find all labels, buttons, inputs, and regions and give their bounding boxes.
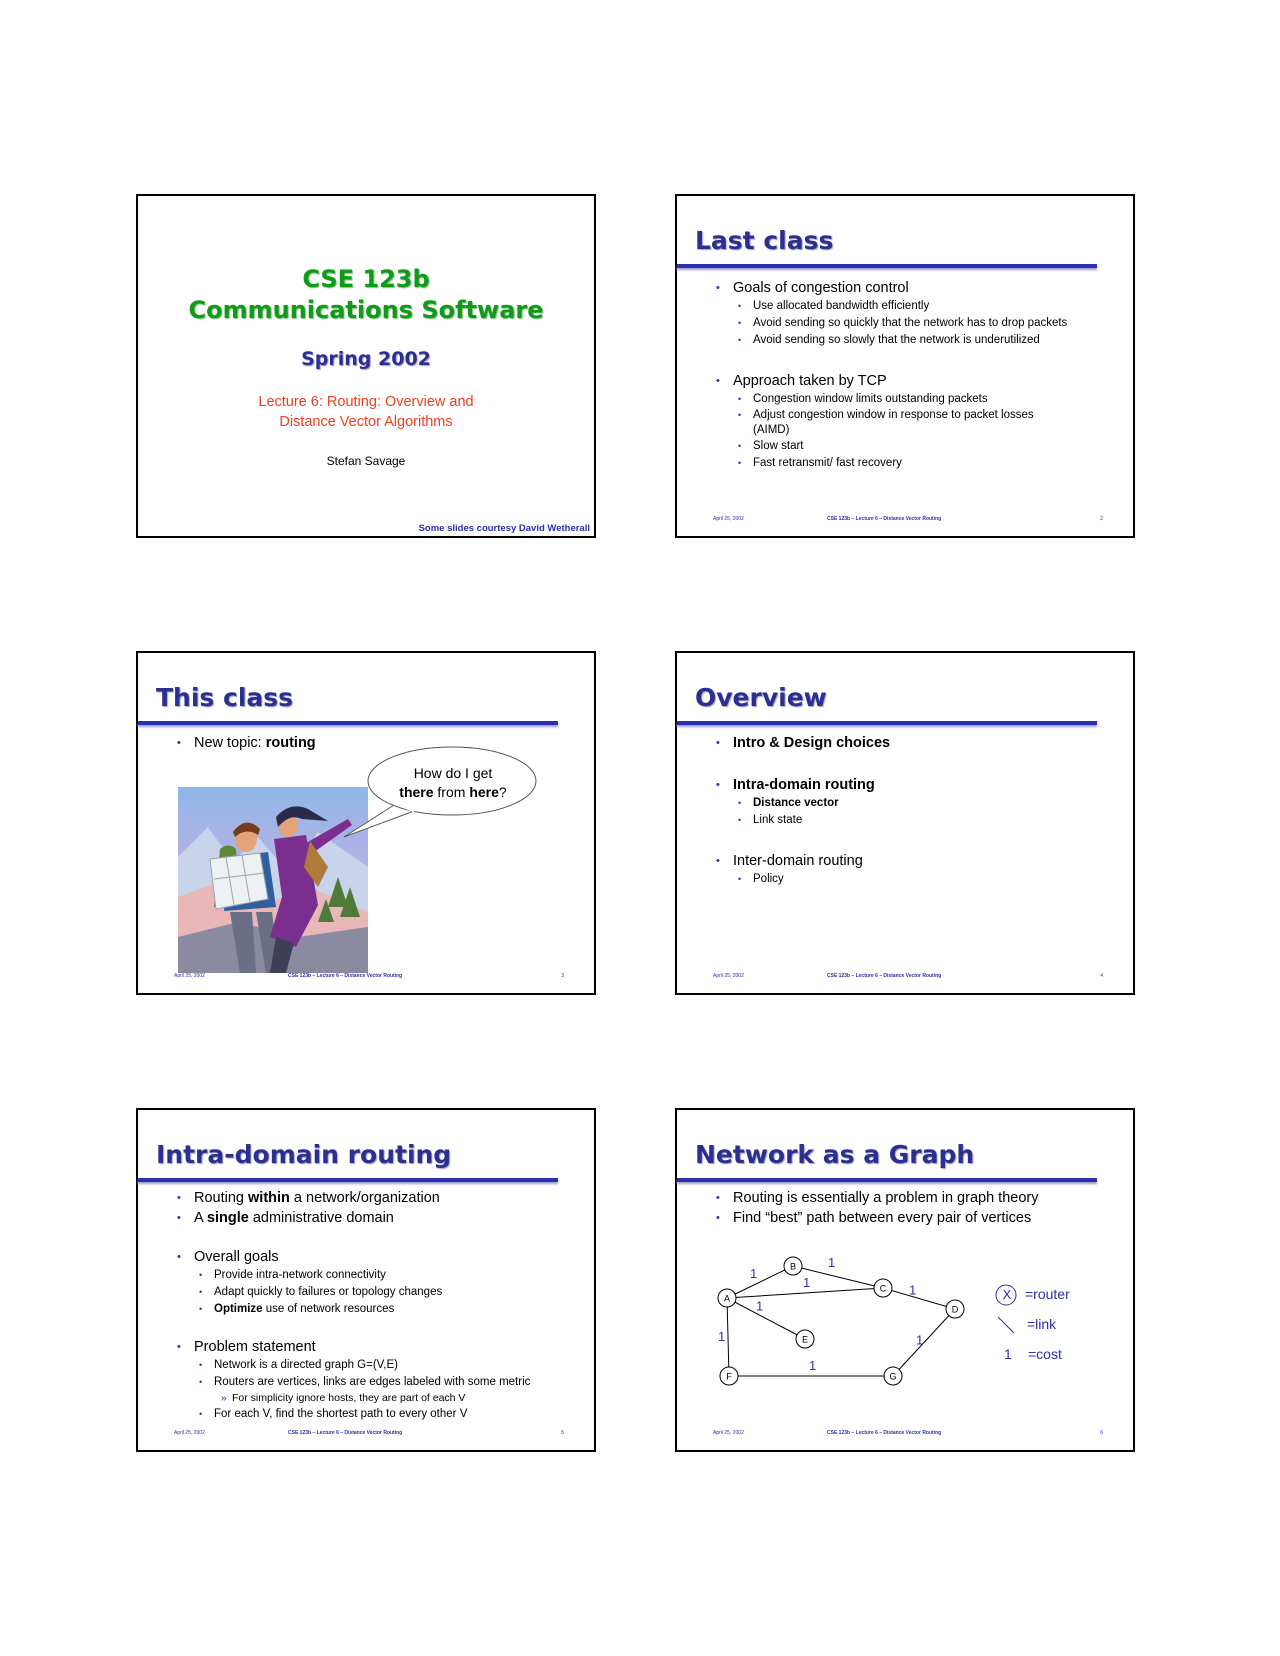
bullet-bold-text: single: [206, 1210, 249, 1226]
footer-page-number: 4: [1100, 973, 1103, 979]
slide-6: [675, 1108, 1135, 1452]
footer-page-number: 3: [561, 973, 564, 979]
sub-bullet: • For each V, find the shortest path to every other V: [138, 1406, 594, 1423]
slide-title: Last class: [695, 226, 834, 255]
speech-bubble-line: How do I get: [413, 765, 493, 781]
link-G-D: [893, 1309, 955, 1376]
sub-bullet-text: use of network resources: [262, 1303, 395, 1315]
speech-text: ?: [498, 784, 507, 800]
emphasis-here: here: [469, 784, 499, 800]
lecture-title-line: Lecture 6: Routing: Overview and: [258, 394, 474, 410]
footer-course: CSE 123b – Lecture 6 – Distance Vector Routing: [288, 1430, 403, 1436]
sub-bullet: [677, 795, 1133, 812]
sub-bullet-bold-text: Optimize: [214, 1303, 263, 1315]
spacer: [677, 349, 1133, 371]
sub-bullet: • Policy: [677, 871, 1133, 888]
sub-bullet: • Avoid sending so quickly that the network has to drop packets: [677, 315, 1133, 332]
footer-date: April 25, 2002: [713, 973, 744, 979]
emphasis-there: there: [399, 784, 434, 800]
link-A-B: [727, 1266, 793, 1298]
bullet-text: Intro & Design choices: [733, 735, 891, 751]
sub-bullet: • Avoid sending so slowly that the network is underutilized: [677, 332, 1133, 349]
bullet: • Goals of congestion control: [677, 278, 1133, 298]
footer-course: CSE 123b – Lecture 6 – Distance Vector Routing: [827, 973, 942, 979]
bullet: [138, 1208, 594, 1228]
router-label-E: E: [801, 1334, 809, 1345]
link-legend-label: =link: [1027, 1316, 1057, 1332]
bullet-bold-text: within: [248, 1190, 290, 1206]
title-rule: [677, 1178, 1097, 1182]
speech-bubble-text: [368, 764, 538, 802]
courtesy-note: Some slides courtesy David Wetherall: [418, 523, 590, 534]
bullet: • Routing is essentially a problem in graph theory: [677, 1188, 1133, 1208]
link-A-F: [727, 1298, 729, 1376]
sub-bullet: • Provide intra-network connectivity: [138, 1267, 594, 1284]
slide-1: [136, 194, 596, 538]
slide-title: Network as a Graph: [695, 1140, 975, 1169]
slide-5: [136, 1108, 596, 1452]
author: Stefan Savage: [326, 454, 406, 468]
slide-title: Overview: [695, 683, 827, 712]
router-legend-label: =router: [1025, 1286, 1070, 1302]
sub-bullet: • Routers are vertices, links are edges labeled with some metric: [138, 1374, 594, 1391]
sub-bullet: • Fast retransmit/ fast recovery: [677, 455, 1133, 472]
footer-page-number: 2: [1100, 516, 1103, 522]
course-title: [138, 264, 594, 326]
bullet: [677, 733, 1133, 753]
router-legend-symbol: X: [1002, 1287, 1012, 1302]
footer-date: April 25, 2002: [713, 1430, 744, 1436]
footer-date: April 25, 2002: [174, 973, 205, 979]
cost-legend-label: =cost: [1028, 1346, 1062, 1362]
cost-label-C-D: 1: [909, 1282, 917, 1298]
bullet: • Inter-domain routing: [677, 851, 1133, 871]
bullet-text: administrative domain: [248, 1210, 394, 1226]
bullet-text: New topic:: [194, 735, 266, 751]
cost-legend-symbol: 1: [1004, 1346, 1012, 1362]
bullet-text: Routing: [194, 1190, 249, 1206]
cost-label-F-G: 1: [809, 1358, 817, 1373]
course-name: Communications Software: [188, 296, 544, 324]
title-rule: [138, 1178, 558, 1182]
spacer: [138, 1318, 594, 1337]
title-rule: [138, 721, 558, 725]
sub-bullet: • Link state: [677, 812, 1133, 829]
footer-page-number: 5: [561, 1430, 564, 1436]
bullet: • Problem statement: [138, 1337, 594, 1357]
router-label-C: C: [879, 1283, 887, 1294]
bullet: • Approach taken by TCP: [677, 371, 1133, 391]
cost-label-G-D: 1: [916, 1332, 924, 1348]
sub-bullet: • Congestion window limits outstanding packets: [677, 391, 1133, 408]
sub-bullet: • Slow start: [677, 438, 1133, 455]
sub-bullet-text: (AIMD): [753, 424, 790, 436]
course-code: CSE 123b: [302, 265, 430, 293]
router-label-B: B: [789, 1261, 797, 1272]
title-rule: [677, 264, 1097, 268]
slide-4: [675, 651, 1135, 995]
footer-course: CSE 123b – Lecture 6 – Distance Vector Routing: [827, 1430, 942, 1436]
footer-date: April 25, 2002: [713, 516, 744, 522]
slide-2: [675, 194, 1135, 538]
bullet-text: Intra-domain routing: [733, 777, 875, 793]
router-label-G: G: [889, 1371, 897, 1382]
slide-3: [136, 651, 596, 995]
bullet-text: a network/organization: [289, 1190, 440, 1206]
slide-title: Intra-domain routing: [156, 1140, 452, 1169]
footer-date: April 25, 2002: [174, 1430, 205, 1436]
sub-bullet: [677, 408, 1133, 438]
bullet: [677, 775, 1133, 795]
bullet-bold-text: routing: [265, 735, 316, 751]
cost-label-A-E: 1: [756, 1298, 764, 1314]
sub-bullet: [138, 1301, 594, 1318]
bullet: • Find “best” path between every pair of vertices: [677, 1208, 1133, 1228]
spacer: [138, 1228, 594, 1247]
sub-bullet: • Adapt quickly to failures or topology changes: [138, 1284, 594, 1301]
bullet-list: [677, 278, 1133, 472]
bullet-text: A: [194, 1210, 207, 1226]
bullet: [138, 1188, 594, 1208]
footer-page-number: 6: [1100, 1430, 1103, 1436]
footer-course: CSE 123b – Lecture 6 – Distance Vector Routing: [827, 516, 942, 522]
sub-bullet-text: Adjust congestion window in response to packet losses: [753, 409, 1034, 421]
cost-label-B-C: 1: [828, 1255, 836, 1270]
link-legend-line: [998, 1317, 1014, 1333]
spacer: [677, 829, 1133, 851]
cost-label-A-C: 1: [803, 1275, 811, 1290]
link-A-E: [727, 1298, 805, 1339]
cost-label-A-F: 1: [718, 1329, 726, 1344]
link-C-D: [883, 1288, 955, 1309]
router-label-D: D: [951, 1304, 959, 1315]
spacer: [677, 753, 1133, 775]
speech-text: from: [433, 784, 470, 800]
title-rule: [677, 721, 1097, 725]
bullet-list: [138, 1188, 594, 1423]
sub-sub-bullet: » For simplicity ignore hosts, they are part of each V: [138, 1391, 594, 1406]
lecture-title: [138, 392, 594, 432]
sub-bullet-text: Distance vector: [753, 797, 839, 809]
bullet-list: [677, 733, 1133, 888]
router-label-F: F: [726, 1371, 732, 1382]
network-graph: [707, 1246, 997, 1396]
lecture-title-line: Distance Vector Algorithms: [279, 414, 453, 430]
cost-label-A-B: 1: [750, 1266, 758, 1281]
bullet: • Overall goals: [138, 1247, 594, 1267]
sub-bullet: • Network is a directed graph G=(V,E): [138, 1357, 594, 1374]
sub-bullet: • Use allocated bandwidth efficiently: [677, 298, 1133, 315]
slide-title: This class: [156, 683, 294, 712]
term: Spring 2002: [301, 348, 431, 370]
speech-bubble-line: [368, 783, 538, 802]
bullet-list: [677, 1188, 1133, 1228]
footer-course: CSE 123b – Lecture 6 – Distance Vector Routing: [288, 973, 403, 979]
router-label-A: A: [723, 1293, 731, 1304]
